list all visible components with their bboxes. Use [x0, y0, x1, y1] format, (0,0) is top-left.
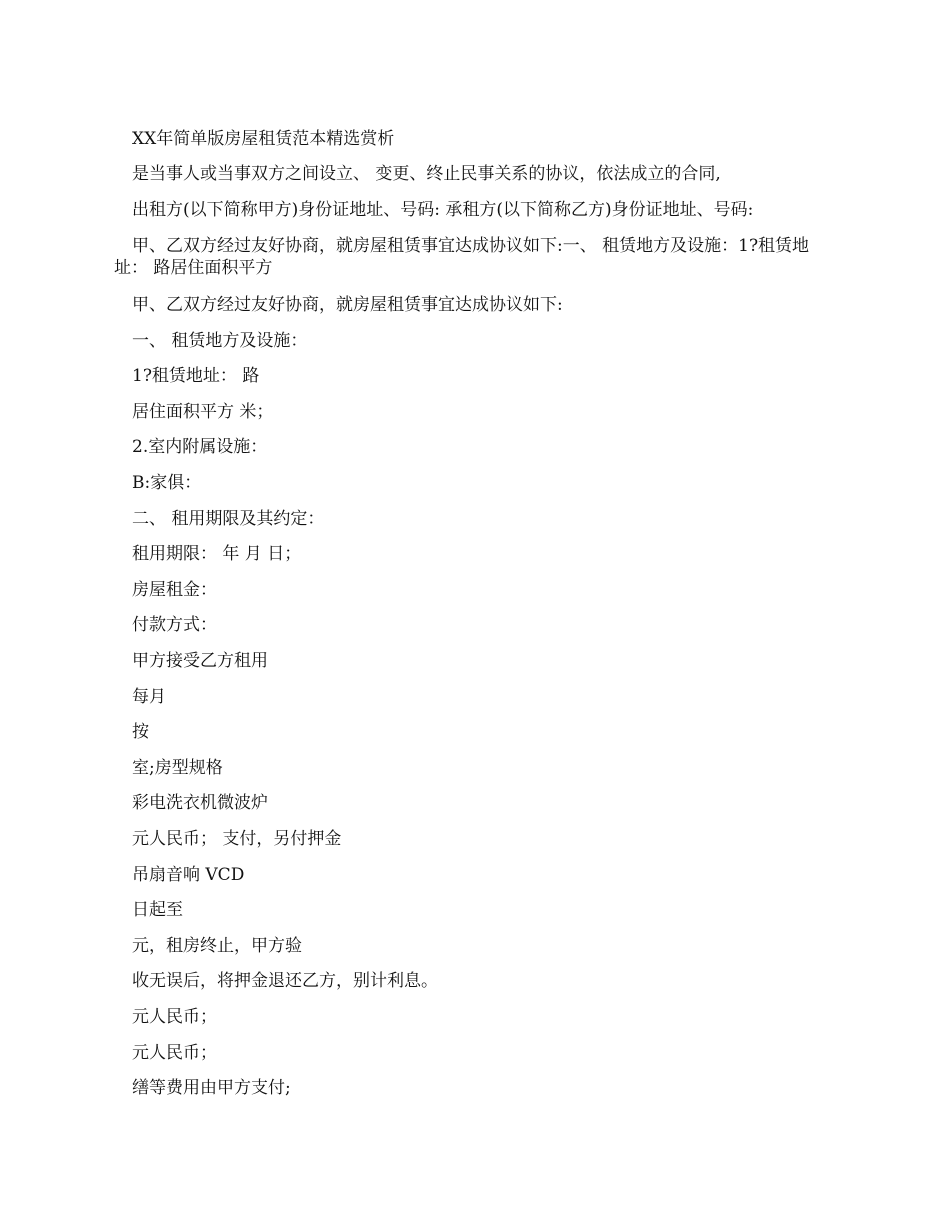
paragraph: 租用期限： 年 月 日；	[132, 544, 302, 564]
paragraph: 1?租赁地址： 路	[132, 366, 260, 386]
paragraph: 日起至	[132, 900, 183, 920]
paragraph: 付款方式：	[132, 615, 217, 635]
paragraph: 缮等费用由甲方支付;	[132, 1078, 291, 1098]
paragraph: 彩电洗衣机微波炉	[132, 793, 268, 813]
paragraph: 房屋租金：	[132, 580, 217, 600]
paragraph: 二、 租用期限及其约定：	[132, 509, 325, 529]
paragraph: 甲、乙双方经过友好协商，就房屋租赁事宜达成协议如下:	[132, 295, 563, 315]
paragraph: 元人民币； 支付，另付押金	[132, 829, 342, 849]
paragraph: B:家俱：	[132, 473, 202, 493]
paragraph: 按	[132, 722, 149, 742]
paragraph: 居住面积平方 米；	[132, 402, 274, 422]
paragraph: 元，租房终止，甲方验	[132, 936, 302, 956]
paragraph: 元人民币；	[132, 1007, 217, 1027]
document-title: XX年简单版房屋租赁范本精选赏析	[132, 129, 395, 149]
paragraph: 吊扇音响 VCD	[132, 865, 245, 885]
paragraph: 是当事人或当事双方之间设立、 变更、终止民事关系的协议，依法成立的合同,	[132, 164, 721, 184]
paragraph: 一、 租赁地方及设施：	[132, 331, 308, 351]
paragraph: 甲方接受乙方租用	[132, 651, 268, 671]
paragraph: 室;房型规格	[132, 758, 223, 778]
paragraph: 收无误后，将押金退还乙方，别计利息。	[132, 971, 438, 991]
paragraph: 2.室内附属设施：	[132, 437, 268, 457]
paragraph: 每月	[132, 687, 166, 707]
paragraph: 元人民币；	[132, 1043, 217, 1063]
paragraph: 甲、乙双方经过友好协商，就房屋租赁事宜达成协议如下:一、 租赁地方及设施：1?租赁地址： 路居住面积平方	[114, 236, 810, 278]
paragraph: 出租方(以下简称甲方)身份证地址、号码: 承租方(以下简称乙方)身份证地址、号码:	[132, 200, 754, 220]
